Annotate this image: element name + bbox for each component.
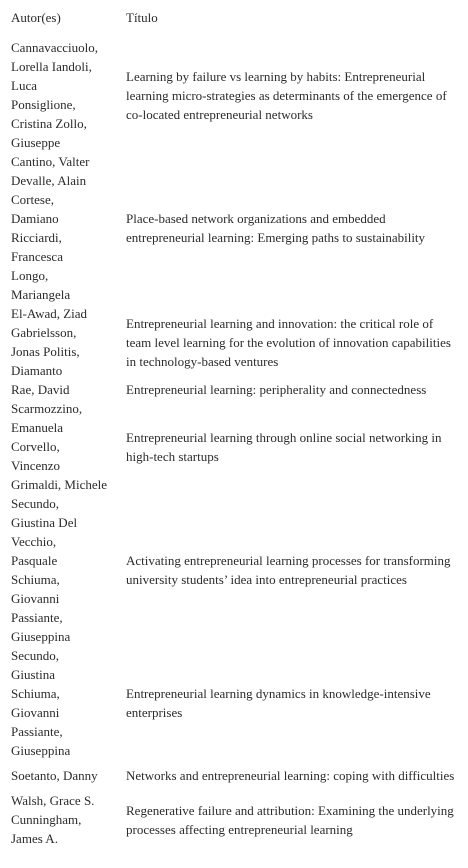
author-name-line: Ponsiglione, [11, 97, 76, 112]
author-name-line: Giustina [11, 667, 56, 682]
title-cell [118, 785, 468, 848]
title-cell [118, 399, 468, 494]
author-name-line: Cannavacciuolo, [11, 40, 98, 55]
article-title: Entrepreneurial learning through online social networking in high-tech startups [126, 429, 442, 464]
author-name-line: Emanuela [11, 420, 63, 435]
author-cell [0, 38, 118, 152]
author-cell [0, 380, 118, 399]
author-cell [0, 399, 118, 494]
table-row [0, 380, 468, 399]
table-row [0, 38, 468, 152]
author-name-line: Gabrielsson, [11, 325, 77, 340]
title-cell [118, 152, 468, 304]
author-name-line: Passiante, [11, 724, 63, 739]
table-header-row [0, 0, 468, 38]
article-title: Networks and entrepreneurial learning: coping with difficulties [126, 768, 455, 783]
author-name-line: Giuseppina [11, 629, 71, 644]
author-name-line: Giuseppe [11, 135, 61, 150]
author-name-line: Pasquale [11, 553, 58, 568]
article-title: Entrepreneurial learning and innovation: the critical role of team level learning for the evolution of innovation capabilities in technology-based ventures [126, 315, 451, 369]
author-cell [0, 646, 118, 760]
author-name-line: Secundo, [11, 496, 60, 511]
table-body [0, 38, 468, 848]
author-name-line: Luca [11, 78, 37, 93]
author-name-line: Cristina Zollo, [11, 116, 87, 131]
article-title: Activating entrepreneurial learning processes for transforming university students’ idea into entrepreneurial practices [126, 553, 451, 587]
article-title: Learning by failure vs learning by habits: Entrepreneurial learning micro-strategies as determinants of the emergence of co-located entrepreneurial networks [126, 68, 447, 122]
author-cell [0, 304, 118, 380]
author-name-line: El-Awad, Ziad [11, 306, 88, 321]
table-row [0, 646, 468, 760]
author-cell [0, 785, 118, 848]
author-name-line: Giovanni [11, 705, 60, 720]
article-title: Regenerative failure and attribution: Examining the underlying processes affecting entrepreneurial learning [126, 802, 454, 837]
table-row [0, 760, 468, 785]
author-name-line: Secundo, [11, 648, 60, 663]
table-row [0, 785, 468, 848]
author-name-line: Schiuma, [11, 572, 60, 587]
author-name-line: Scarmozzino, [11, 401, 83, 416]
author-cell [0, 760, 118, 785]
author-name-line: James A. [11, 831, 58, 846]
title-cell [118, 760, 468, 785]
column-header-title: Título [126, 10, 158, 25]
author-name-line: Corvello, [11, 439, 60, 454]
table-row [0, 152, 468, 304]
author-cell [0, 152, 118, 304]
article-title: Entrepreneurial learning dynamics in knowledge-intensive enterprises [126, 686, 431, 720]
column-header-author: Autor(es) [11, 10, 61, 25]
author-name-line: Giuseppina [11, 743, 71, 758]
article-title: Entrepreneurial learning: peripherality and connectedness [126, 382, 427, 397]
author-name-line: Francesca [11, 249, 63, 264]
author-name-line: Rae, David [11, 382, 70, 397]
title-cell [118, 380, 468, 399]
author-name-line: Cantino, Valter [11, 154, 90, 169]
author-name-line: Jonas Politis, [11, 344, 80, 359]
author-name-line: Mariangela [11, 287, 71, 302]
table-row [0, 494, 468, 646]
author-name-line: Walsh, Grace S. [11, 793, 95, 808]
author-name-line: Diamanto [11, 363, 63, 378]
author-name-line: Lorella Iandoli, [11, 59, 92, 74]
author-name-line: Ricciardi, [11, 230, 62, 245]
author-name-line: Damiano [11, 211, 59, 226]
author-name-line: Schiuma, [11, 686, 60, 701]
author-name-line: Cortese, [11, 192, 54, 207]
author-cell [0, 494, 118, 646]
table-row [0, 399, 468, 494]
table-row [0, 304, 468, 380]
title-cell [118, 38, 468, 152]
author-name-line: Vecchio, [11, 534, 57, 549]
author-name-line: Giustina Del [11, 515, 78, 530]
title-cell [118, 494, 468, 646]
author-name-line: Soetanto, Danny [11, 768, 98, 783]
author-name-line: Longo, [11, 268, 49, 283]
author-name-line: Passiante, [11, 610, 63, 625]
title-cell [118, 646, 468, 760]
author-name-line: Vincenzo [11, 458, 61, 473]
article-title: Place-based network organizations and embedded entrepreneurial learning: Emerging paths to sustainability [126, 211, 426, 245]
author-name-line: Devalle, Alain [11, 173, 87, 188]
author-name-line: Grimaldi, Michele [11, 477, 108, 492]
author-name-line: Giovanni [11, 591, 60, 606]
author-name-line: Cunningham, [11, 812, 82, 827]
title-cell [118, 304, 468, 380]
